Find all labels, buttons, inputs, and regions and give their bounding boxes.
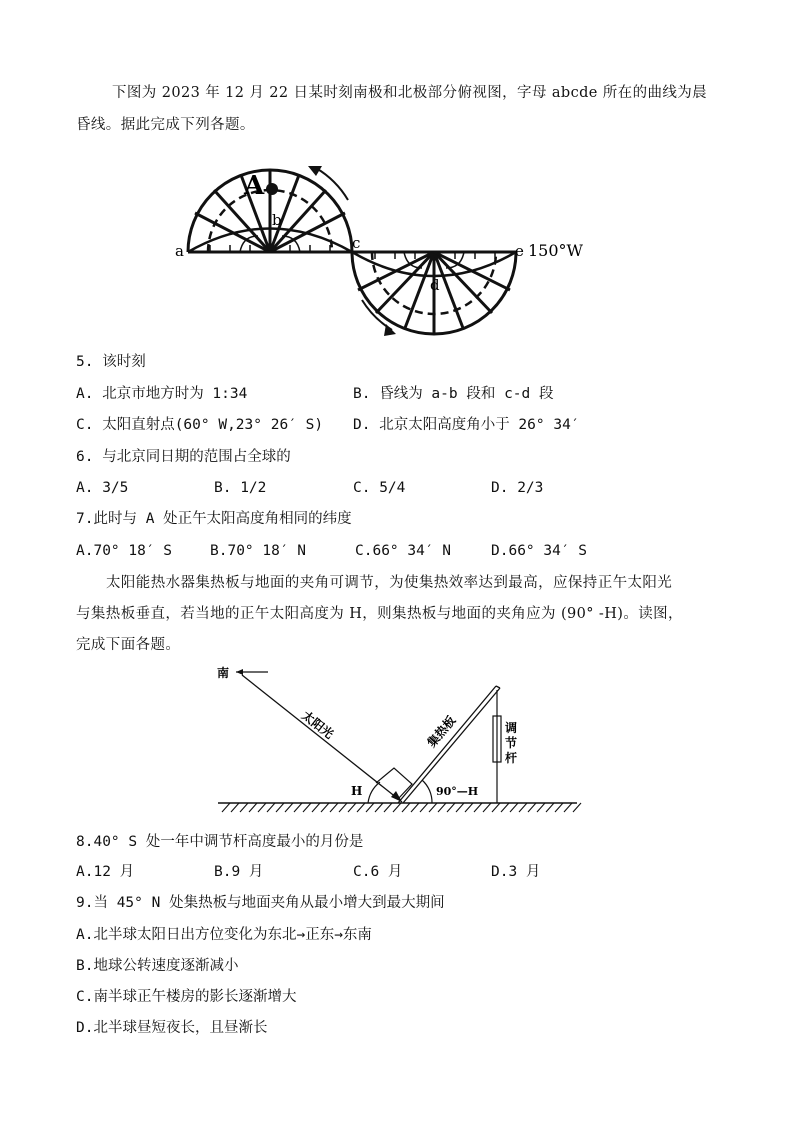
- passage2-line3: 完成下面各题。: [76, 637, 181, 653]
- q5-stem: 5. 该时刻: [76, 354, 146, 370]
- q5-option-a: A. 北京市地方时为 1:34: [76, 386, 248, 402]
- label-c: c: [352, 234, 361, 252]
- q9-option-b: B.地球公转速度逐渐减小: [76, 958, 239, 974]
- south-arrow: [236, 669, 268, 675]
- label-rod-3: 杆: [505, 751, 518, 765]
- north-pole-half: [188, 170, 352, 252]
- q7-option-c: C.66° 34′ N: [355, 543, 452, 559]
- q5-option-b: B. 昏线为 a-b 段和 c-d 段: [353, 386, 554, 402]
- q6-option-c: C. 5/4: [353, 480, 406, 496]
- q9-option-a: A.北半球太阳日出方位变化为东北→正东→东南: [76, 927, 372, 943]
- passage2-line1: 太阳能热水器集热板与地面的夹角可调节，为使集热效率达到最高，应保持正午太阳光: [106, 575, 673, 591]
- q9-stem: 9.当 45° N 处集热板与地面夹角从最小增大到最大期间: [76, 895, 445, 911]
- q6-stem: 6. 与北京同日期的范围占全球的: [76, 449, 291, 465]
- point-a-dot: [266, 183, 278, 195]
- ground-hatch: [222, 803, 581, 812]
- label-e: e: [515, 242, 524, 260]
- q8-option-b: B.9 月: [214, 864, 264, 880]
- q6-option-d: D. 2/3: [491, 480, 544, 496]
- label-longitude: 150°W: [528, 241, 583, 260]
- q7-stem: 7.此时与 A 处正午太阳高度角相同的纬度: [76, 511, 352, 527]
- q5-option-c: C. 太阳直射点(60° W,23° 26′ S): [76, 417, 324, 433]
- label-south: 南: [217, 666, 230, 680]
- label-b: b: [272, 211, 282, 229]
- solar-panel-figure: [0, 660, 794, 820]
- label-d: d: [430, 276, 440, 294]
- label-big-a: A: [244, 171, 265, 201]
- q8-option-d: D.3 月: [491, 864, 541, 880]
- angle-90h-arc: [422, 780, 432, 803]
- q7-option-d: D.66° 34′ S: [491, 543, 588, 559]
- q8-stem: 8.40° S 处一年中调节杆高度最小的月份是: [76, 834, 364, 850]
- label-rod-1: 调: [505, 721, 518, 735]
- q5-option-d: D. 北京太阳高度角小于 26° 34′: [353, 417, 580, 433]
- label-panel: 集热板: [424, 713, 459, 750]
- passage1-line1: 下图为 2023 年 12 月 22 日某时刻南极和北极部分俯视图，字母 abcde 所在的曲线为晨: [112, 85, 708, 101]
- q8-option-c: C.6 月: [353, 864, 403, 880]
- polar-view-figure: [0, 150, 794, 350]
- label-sunlight: 太阳光: [299, 708, 337, 742]
- label-90-minus-h: 90°—H: [436, 785, 479, 798]
- label-rod-2: 节: [505, 736, 518, 750]
- q7-option-a: A.70° 18′ S: [76, 543, 173, 559]
- q6-option-a: A. 3/5: [76, 480, 129, 496]
- label-a: a: [175, 242, 184, 260]
- adjusting-rod: [493, 690, 501, 803]
- q9-option-d: D.北半球昼短夜长，且昼渐长: [76, 1020, 268, 1036]
- label-h: H: [351, 784, 363, 798]
- angle-h-arc: [368, 782, 380, 803]
- q8-option-a: A.12 月: [76, 864, 135, 880]
- arrow-south-head: [384, 324, 396, 336]
- q9-option-c: C.南半球正午楼房的影长逐渐增大: [76, 989, 297, 1005]
- q7-option-b: B.70° 18′ N: [210, 543, 307, 559]
- passage2-line2: 与集热板垂直，若当地的正午太阳高度为 H，则集热板与地面的夹角应为 (90° -H)。读图，: [76, 606, 683, 622]
- passage1-line2: 昏线。据此完成下列各题。: [76, 117, 255, 133]
- q6-option-b: B. 1/2: [214, 480, 267, 496]
